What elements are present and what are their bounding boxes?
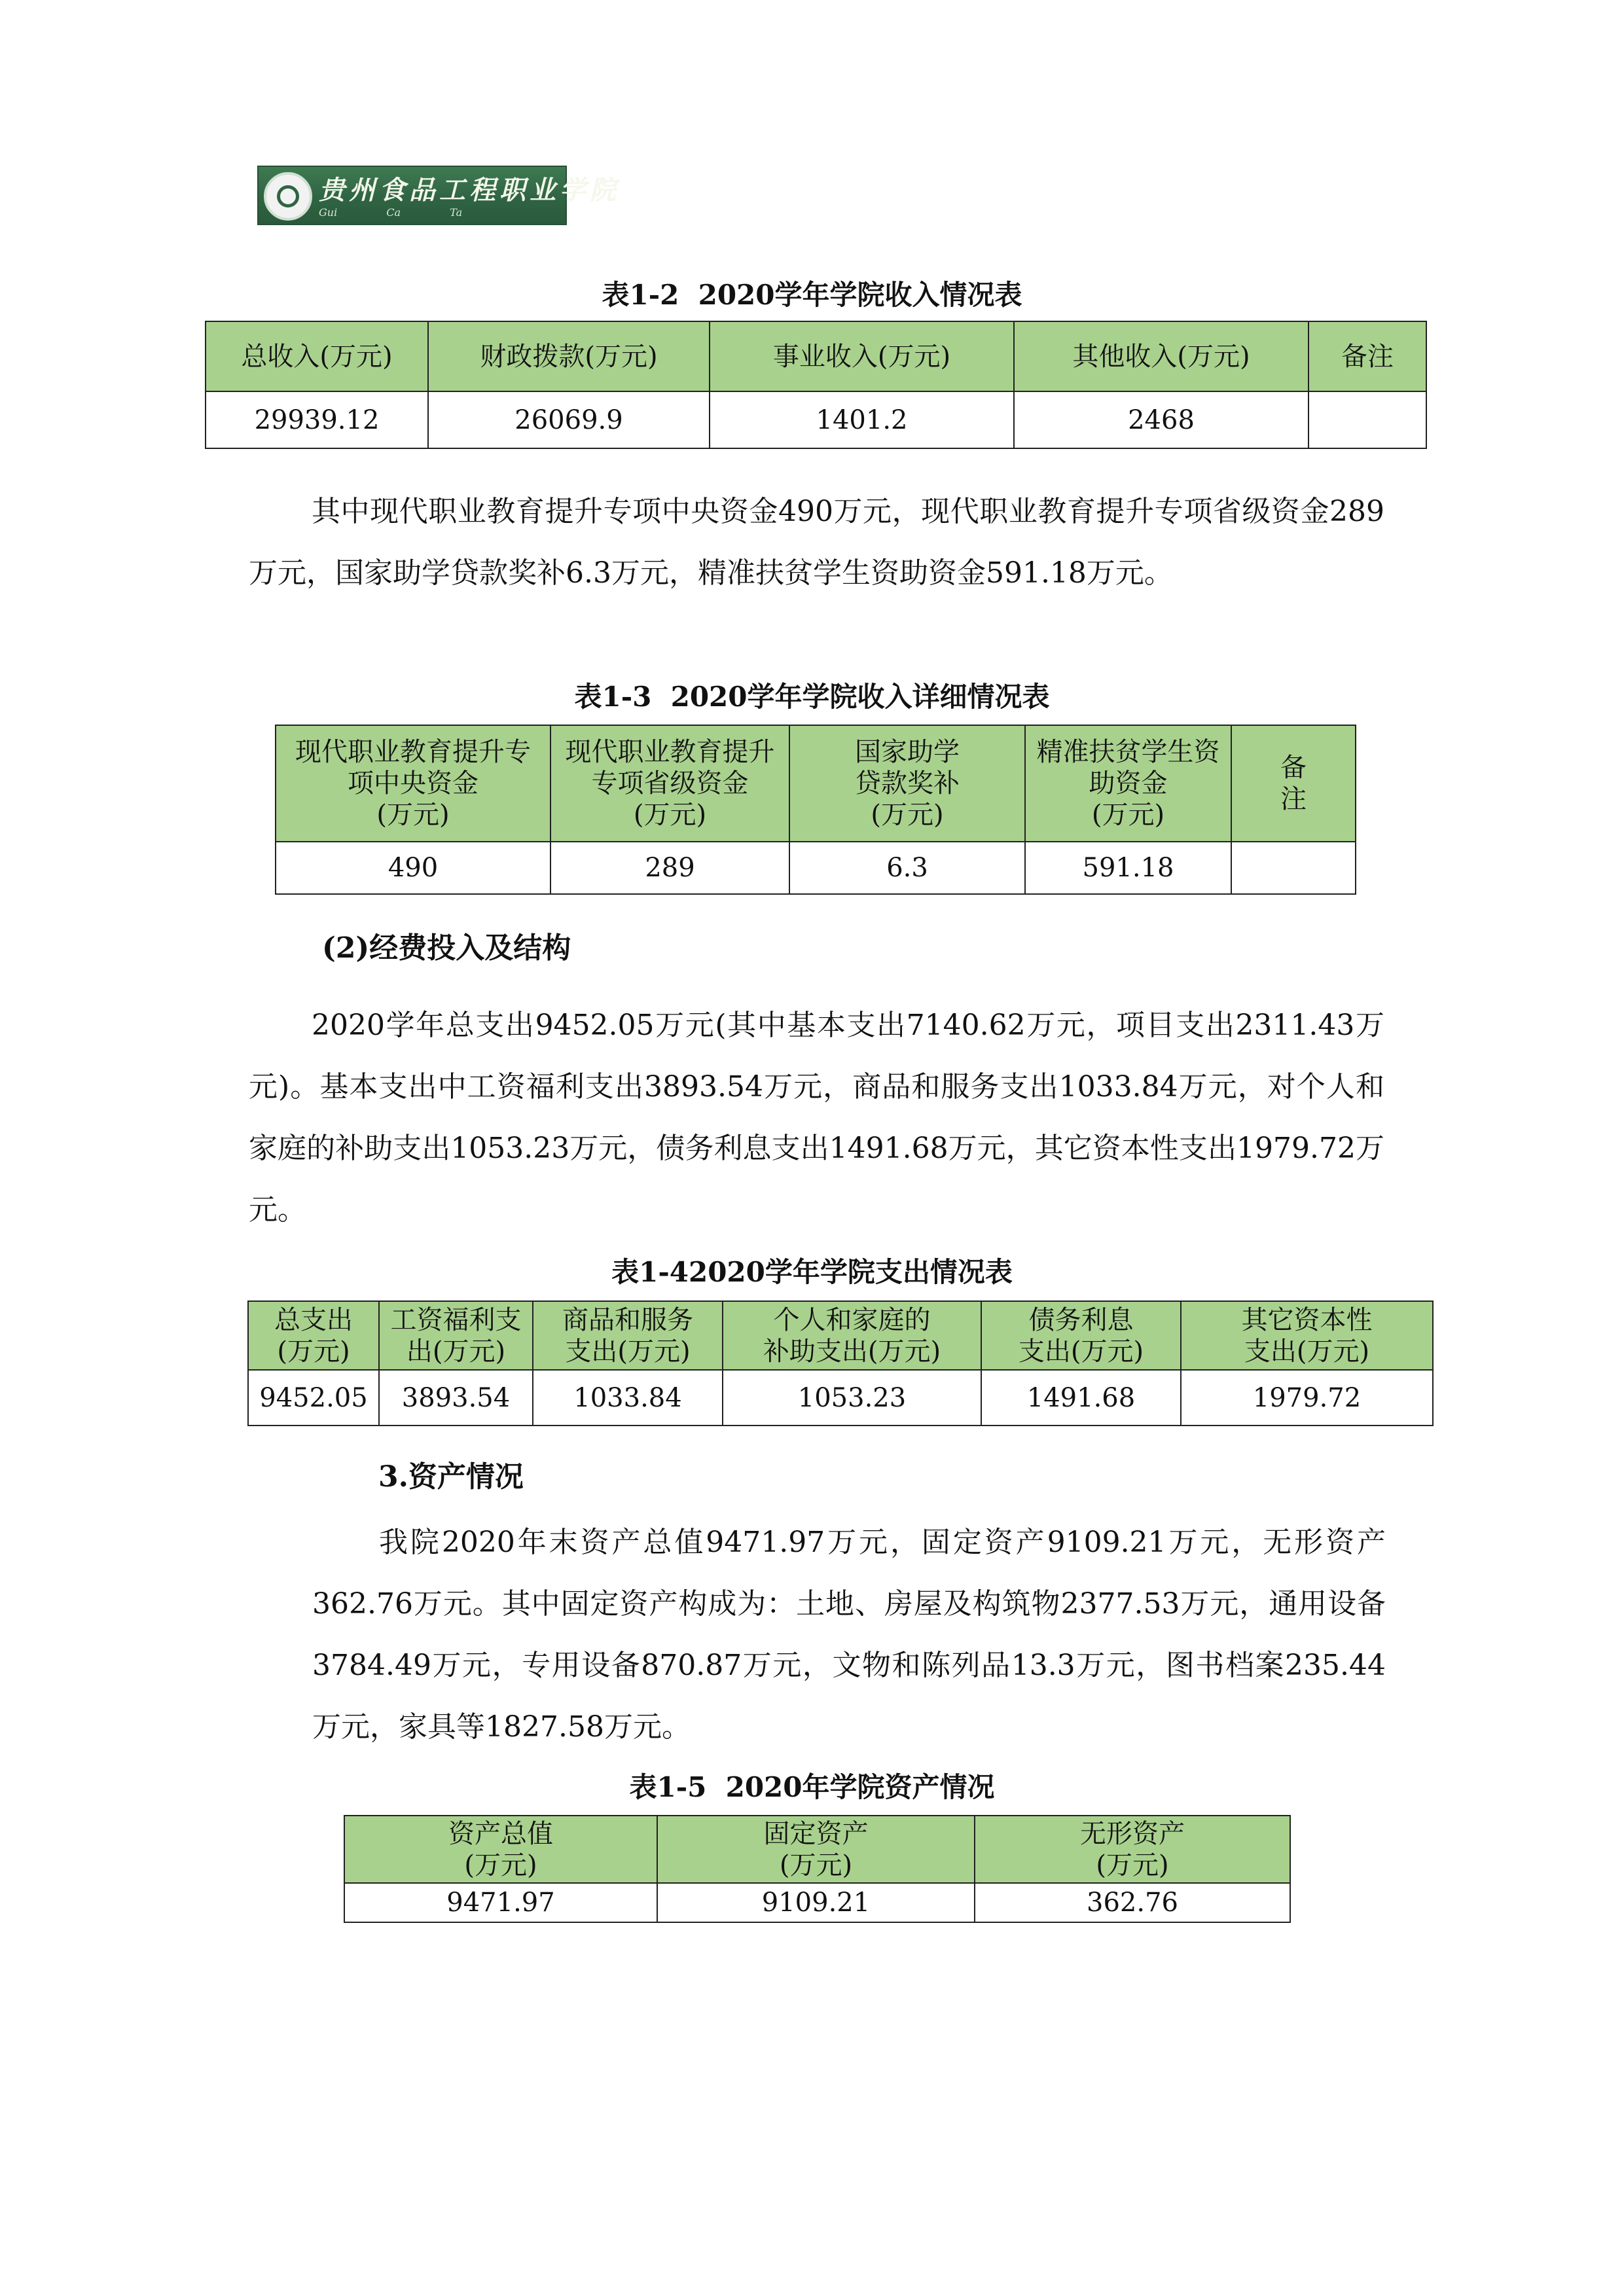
header-cell: 精准扶贫学生资 助资金 (万元) — [1025, 725, 1231, 842]
header-cell: 无形资产 (万元) — [975, 1816, 1290, 1883]
header-cell: 国家助学 贷款奖补 (万元) — [789, 725, 1025, 842]
table2-caption: 表1-2 2020学年学院收入情况表 — [602, 279, 1022, 311]
header-cell: 资产总值 (万元) — [344, 1816, 657, 1883]
section-heading-funding: (2)经费投入及结构 — [322, 931, 571, 965]
value-cell: 289 — [550, 842, 789, 894]
header-cell: 固定资产 (万元) — [657, 1816, 975, 1883]
expenditure-table — [247, 1300, 1434, 1426]
header-cell: 其它资本性 支出(万元) — [1181, 1301, 1433, 1370]
paragraph-assets: 我院2020年末资产总值9471.97万元，固定资产9109.21万元，无形资产362.76万元。其中固定资产构成为：土地、房屋及构筑物2377.53万元，通用设备3784.49万元，专用设备870.87万元，文物和陈列品13.3万元，图书档案235.44万元，家具等1827.58万元。 — [312, 1526, 1386, 1744]
logo-college-name: 贵州食品工程职业学院 — [319, 175, 620, 206]
value-cell: 1401.2 — [710, 391, 1014, 448]
value-cell: 1979.72 — [1181, 1370, 1433, 1426]
table-header-row — [206, 321, 1426, 391]
value-cell: 3893.54 — [379, 1370, 533, 1426]
assets-table — [344, 1815, 1291, 1923]
table5-caption: 表1-5 2020年学院资产情况 — [629, 1771, 995, 1803]
value-cell: 9109.21 — [657, 1883, 975, 1922]
header-cell: 备 注 — [1231, 725, 1356, 842]
value-cell: 362.76 — [975, 1883, 1290, 1922]
header-cell: 个人和家庭的 补助支出(万元) — [723, 1301, 981, 1370]
header-cell: 商品和服务 支出(万元) — [533, 1301, 723, 1370]
value-cell: 29939.12 — [206, 391, 428, 448]
college-emblem-icon — [264, 172, 312, 221]
header-cell: 总支出 (万元) — [248, 1301, 379, 1370]
header-cell: 事业收入(万元) — [710, 321, 1014, 391]
header-cell: 备注 — [1308, 321, 1426, 391]
value-cell: 6.3 — [789, 842, 1025, 894]
value-cell: 9452.05 — [248, 1370, 379, 1426]
table3-caption: 表1-3 2020学年学院收入详细情况表 — [574, 681, 1050, 713]
value-cell: 490 — [276, 842, 550, 894]
value-cell — [1231, 842, 1356, 894]
header-cell: 总收入(万元) — [206, 321, 428, 391]
table-row — [206, 391, 1426, 448]
college-logo — [257, 166, 620, 225]
income-detail-table — [275, 725, 1356, 895]
table-header-row — [248, 1301, 1433, 1370]
table4-caption: 表1-42020学年学院支出情况表 — [611, 1256, 1013, 1288]
value-cell: 2468 — [1014, 391, 1308, 448]
value-cell: 1033.84 — [533, 1370, 723, 1426]
value-cell: 26069.9 — [428, 391, 710, 448]
logo-subtitle: Gui Ca Ta — [319, 206, 463, 219]
table-row — [276, 842, 1356, 894]
header-cell: 工资福利支 出(万元) — [379, 1301, 533, 1370]
value-cell: 9471.97 — [344, 1883, 657, 1922]
value-cell — [1308, 391, 1426, 448]
value-cell: 1491.68 — [981, 1370, 1181, 1426]
section-heading-assets: 3.资产情况 — [378, 1460, 524, 1494]
table-header-row — [344, 1816, 1290, 1883]
table-row — [248, 1370, 1433, 1426]
income-table — [205, 321, 1427, 449]
header-cell: 债务利息 支出(万元) — [981, 1301, 1181, 1370]
paragraph-income-detail: 其中现代职业教育提升专项中央资金490万元，现代职业教育提升专项省级资金289万元，国家助学贷款奖补6.3万元，精准扶贫学生资助资金591.18万元。 — [249, 495, 1384, 590]
header-cell: 现代职业教育提升专 项中央资金 (万元) — [276, 725, 550, 842]
value-cell: 591.18 — [1025, 842, 1231, 894]
table-header-row — [276, 725, 1356, 842]
paragraph-expenditure: 2020学年总支出9452.05万元(其中基本支出7140.62万元，项目支出2311.43万元)。基本支出中工资福利支出3893.54万元，商品和服务支出1033.84万元，对个人和家庭的补助支出1053.23万元，债务利息支出1491.68万元，其它资本性支出1979.72万元。 — [249, 1009, 1384, 1227]
header-cell: 其他收入(万元) — [1014, 321, 1308, 391]
value-cell: 1053.23 — [723, 1370, 981, 1426]
header-cell: 现代职业教育提升 专项省级资金 (万元) — [550, 725, 789, 842]
table-row — [344, 1883, 1290, 1922]
header-cell: 财政拨款(万元) — [428, 321, 710, 391]
